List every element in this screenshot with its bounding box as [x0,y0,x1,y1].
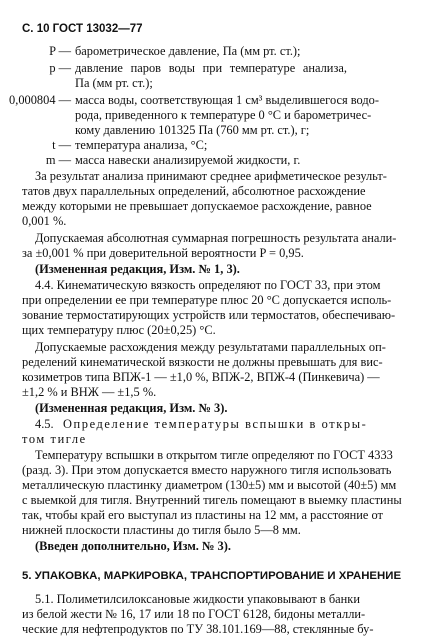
definition-symbol: m — [45,153,71,167]
paragraph-line: так, чтобы край его выступал из пластины на 12 мм, а расстояние от [22,508,383,522]
paragraph-line: ределений кинематической вязкости не должны превышать для вис- [22,355,383,369]
page-header: С. 10 ГОСТ 13032—77 [22,23,143,35]
paragraph-line: Допускаемые расхождения между результатами параллельных оп- [35,340,386,354]
definition-text: Па (мм рт. ст.); [75,76,153,90]
definition-symbol: p — [49,61,71,75]
clause-title: том тигле [22,432,87,446]
paragraph-line: металлическую пластинку диаметром (130±5) мм и высотой (40±5) мм [22,478,397,492]
amendment-note: (Введен дополнительно, Изм. № 3). [35,539,231,553]
definition-text: барометрическое давление, Па (мм рт. ст.); [75,44,301,58]
paragraph-line: с выемкой для тигля. Внутренний тигель помещают в выемку пластины [22,493,402,507]
paragraph-line: между которыми не превышает допускаемое расхождение, равное [22,199,372,213]
paragraph-line: Допускаемая абсолютная суммарная погрешность результата анали- [35,231,397,245]
paragraph-line: 0,001 %. [22,214,67,228]
definition-text: рода, приведенного к температуре 0 °С и барометричес- [75,108,372,122]
paragraph-line: ±1,2 % и ВНЖ — ±1,5 %. [22,385,157,399]
paragraph-line: нижней плоскости пластины до тигля было 5—8 мм. [22,523,301,537]
definition-text: кому давлению 101325 Па (760 мм рт. ст.), г; [75,123,310,137]
definition-symbol: P — [49,44,71,58]
paragraph-line: Температуру вспышки в открытом тигле определяют по ГОСТ 4333 [35,448,393,462]
section-heading: 5. УПАКОВКА, МАРКИРОВКА, ТРАНСПОРТИРОВАНИЕ И ХРАНЕНИЕ [22,570,402,582]
clause-number: 4.5. [35,417,54,431]
paragraph-line: из белой жести № 16, 17 или 18 по ГОСТ 6128, бидоны металли- [22,607,366,621]
paragraph-line: татов двух параллельных определений, абсолютное расхождение [22,184,366,198]
paragraph-line: За результат анализа принимают среднее арифметическое результ- [35,169,387,183]
paragraph-line: за ±0,001 % при доверительной вероятности P = 0,95. [22,246,304,260]
amendment-note: (Измененная редакция, Изм. № 3). [35,401,228,415]
paragraph-line: (разд. 3). При этом допускается вместо наружного тигля использовать [22,463,392,477]
paragraph-line: при определении ее при температуре плюс 20 °С допускается исполь- [22,293,392,307]
paragraph-line: ческие для нефтепродуктов по ТУ 38.101.169—88, стеклянные бу- [22,622,374,636]
paragraph-line: щих температуру плюс (20±0,25) °С. [22,323,216,337]
definition-symbol: t — [52,138,71,152]
definition-symbol: 0,000804 — [9,93,71,107]
paragraph-line: козиметров типа ВПЖ-1 — ±1,0 %, ВПЖ-2, ВПЖ-4 (Пинкевича) — [22,370,380,384]
definition-text: температура анализа, °С; [75,138,208,152]
paragraph-line: зование термостатирующих устройств или термостатов, обеспечиваю- [22,308,396,322]
definition-text: масса навески анализируемой жидкости, г. [75,153,301,167]
definition-text: масса воды, соответствующая 1 см³ выделившегося водо- [75,93,379,107]
definition-text: давление паров воды при температуре анализа, [75,61,347,75]
paragraph-line: 5.1. Полиметилсилоксановые жидкости упаковывают в банки [35,592,360,606]
clause-title: Определение температуры вспышки в откры- [63,417,368,431]
paragraph-line: 4.4. Кинематическую вязкость определяют по ГОСТ 33, при этом [35,278,381,292]
amendment-note: (Измененная редакция, Изм. № 1, 3). [35,262,240,276]
